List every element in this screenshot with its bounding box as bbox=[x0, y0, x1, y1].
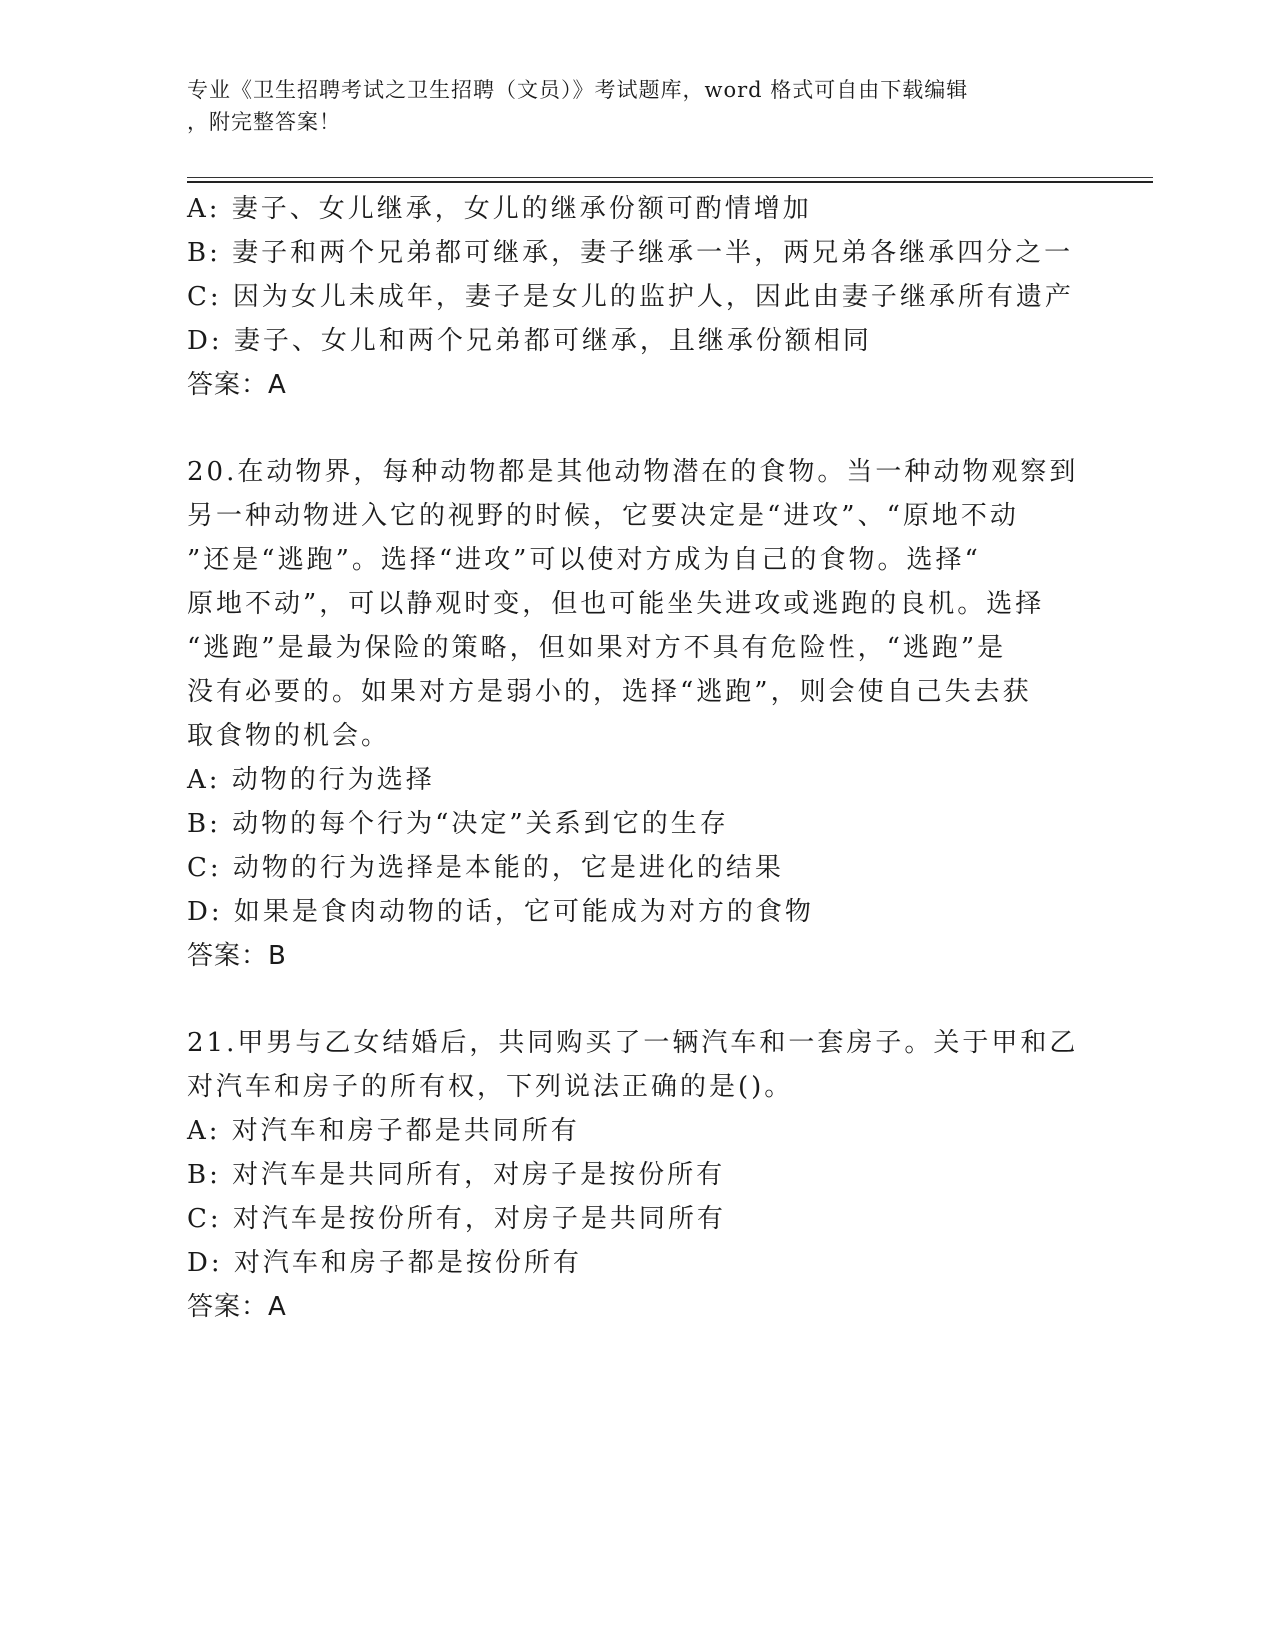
q20-stem-line: 另一种动物进入它的视野的时候，它要决定是“进攻”、“原地不动 bbox=[187, 501, 1019, 531]
q20-stem-line: “逃跑”是最为保险的策略，但如果对方不具有危险性，“逃跑”是 bbox=[187, 633, 1007, 663]
header-line-1: 专业《卫生招聘考试之卫生招聘（文员）》考试题库，word 格式可自由下载编辑 bbox=[187, 78, 969, 102]
q21-option-a: A: 对汽车和房子都是共同所有 bbox=[187, 1116, 580, 1146]
q20-option-d: D: 如果是食肉动物的话，它可能成为对方的食物 bbox=[187, 897, 814, 927]
q19-answer: 答案：A bbox=[187, 370, 287, 400]
q19-option-c: C: 因为女儿未成年，妻子是女儿的监护人，因此由妻子继承所有遗产 bbox=[187, 282, 1074, 312]
q20-stem-line: 20.在动物界，每种动物都是其他动物潜在的食物。当一种动物观察到 bbox=[187, 457, 1079, 487]
header-rule-thin bbox=[187, 177, 1153, 178]
q20-option-a: A: 动物的行为选择 bbox=[187, 765, 435, 795]
q20-stem-line: ”还是“逃跑”。选择“进攻”可以使对方成为自己的食物。选择“ bbox=[187, 545, 981, 575]
q20-option-c: C: 动物的行为选择是本能的，它是进化的结果 bbox=[187, 853, 784, 883]
q20-answer: 答案：B bbox=[187, 941, 287, 971]
q19-option-a: A: 妻子、女儿继承，女儿的继承份额可酌情增加 bbox=[187, 194, 812, 224]
q20-stem-line: 原地不动”，可以静观时变，但也可能坐失进攻或逃跑的良机。选择 bbox=[187, 589, 1045, 619]
document-header bbox=[187, 74, 1067, 138]
q21-answer: 答案：A bbox=[187, 1292, 287, 1322]
q19-option-b: B: 妻子和两个兄弟都可继承，妻子继承一半，两兄弟各继承四分之一 bbox=[187, 238, 1074, 268]
q21-option-c: C: 对汽车是按份所有，对房子是共同所有 bbox=[187, 1204, 726, 1234]
q21-option-b: B: 对汽车是共同所有，对房子是按份所有 bbox=[187, 1160, 726, 1190]
q20-stem-line: 取食物的机会。 bbox=[187, 721, 391, 751]
q21-option-d: D: 对汽车和房子都是按份所有 bbox=[187, 1248, 582, 1278]
header-rule-thick bbox=[187, 181, 1153, 183]
q21-stem-line: 21.甲男与乙女结婚后，共同购买了一辆汽车和一套房子。关于甲和乙 bbox=[187, 1028, 1079, 1058]
q20-stem-line: 没有必要的。如果对方是弱小的，选择“逃跑”，则会使自己失去获 bbox=[187, 677, 1032, 707]
q21-stem-line: 对汽车和房子的所有权，下列说法正确的是()。 bbox=[187, 1072, 794, 1102]
q20-option-b: B: 动物的每个行为“决定”关系到它的生存 bbox=[187, 809, 729, 839]
q19-option-d: D: 妻子、女儿和两个兄弟都可继承，且继承份额相同 bbox=[187, 326, 872, 356]
header-line-2: ，附完整答案！ bbox=[187, 110, 341, 134]
